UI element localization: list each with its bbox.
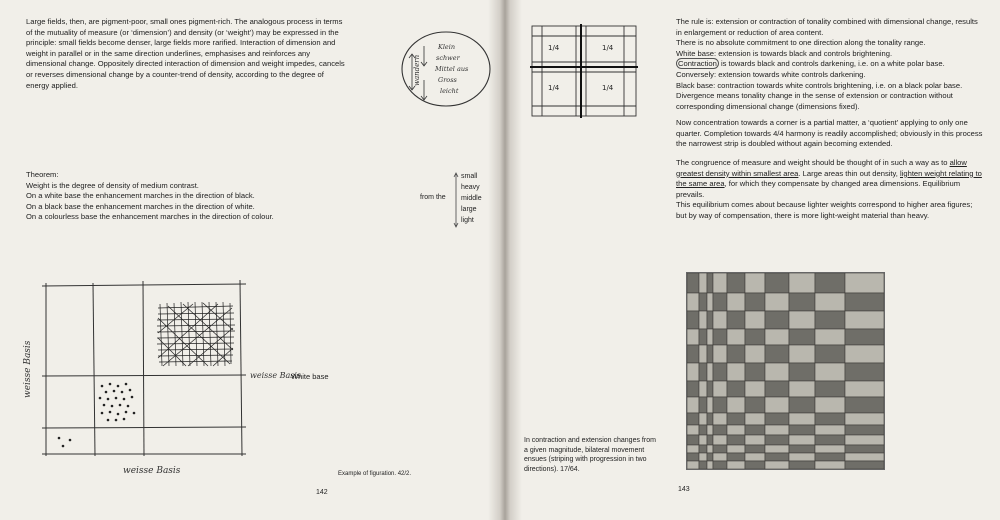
sketch-line-4: Gross: [438, 76, 457, 84]
rule-line: There is no absolute commitment to one direction along the tonality range.: [676, 38, 926, 48]
plate-grid: [687, 273, 884, 469]
plate-cell: [789, 273, 815, 293]
plate-cell: [845, 445, 884, 453]
plate-cell: [713, 345, 727, 363]
plate-cell: [687, 381, 699, 397]
plate-cell: [815, 425, 845, 435]
plate-cell: [789, 435, 815, 445]
plate-cell: [687, 445, 699, 453]
plate-cell: [687, 311, 699, 329]
concentration-paragraph: Now concentration towards a corner is a partial matter, a ‘quotient’ applying to only one quarter. Completion towards 4/4 harmony is readily accomplished; obviously in this process the narrowest strip is doubled without again becoming extended.: [676, 118, 983, 149]
plate-cell: [745, 381, 765, 397]
grid-label-bottom-right: 1/4: [602, 84, 614, 92]
plate-cell: [815, 445, 845, 453]
white-base-label: White base: [291, 372, 329, 381]
plate-cell: [845, 345, 884, 363]
scale-list: [461, 171, 482, 226]
plate-cell: [815, 381, 845, 397]
rule-line: The rule is: extension or contraction of tonality combined with dimensional change, results in enlargement or reduction of area content.: [676, 17, 978, 37]
plate-cell: [699, 413, 707, 425]
plate-cell: [699, 293, 707, 311]
plate-cell: [745, 311, 765, 329]
plate-cell: [789, 381, 815, 397]
plate-cell: [845, 381, 884, 397]
plate-cell: [845, 311, 884, 329]
plate-cell: [745, 273, 765, 293]
plate-cell: [713, 453, 727, 461]
plate-cell: [745, 397, 765, 413]
plate-cell: [707, 293, 713, 311]
white-base-line: White base: extension is towards black and controls brightening.: [676, 48, 893, 58]
plate-cell: [745, 413, 765, 425]
plate-cell: [687, 425, 699, 435]
plate-cell: [815, 397, 845, 413]
intro-paragraph: Large fields, then, are pigment-poor, small ones pigment-rich. The analogous process in terms of the mutuality of measure (or ‘dimension’) and density (or ‘weight’) may be expressed in the principle: small fields become denser, large fields more rarified. Interaction of dimension and weight in parallel or in the same direction underlines, emphasises and reinforces any dimensional change. Oppositely directed interaction of dimension and weight impedes, cancels or reverses dimensional change by a counter-trend of density, according to the degree of energy applied.: [26, 17, 345, 90]
grid-label-top-left: 1/4: [548, 44, 560, 52]
plate-cell: [687, 293, 699, 311]
scale-item: middle: [461, 195, 482, 202]
plate-cell: [687, 435, 699, 445]
plate-cell: [699, 453, 707, 461]
plate-cell: [707, 363, 713, 381]
plate-cell: [727, 435, 745, 445]
rule-block: [676, 17, 984, 112]
plate-cell: [713, 461, 727, 469]
plate-cell: [765, 445, 789, 453]
plate-cell: [745, 435, 765, 445]
plate-cell: [707, 381, 713, 397]
plate-cell: [765, 381, 789, 397]
plate-cell: [789, 425, 815, 435]
plate-cell: [687, 397, 699, 413]
plate-cell: [713, 435, 727, 445]
scale-from-label: from the: [420, 194, 446, 201]
plate-cell: [713, 273, 727, 293]
plate-cell: [815, 453, 845, 461]
plate-cell: [713, 381, 727, 397]
plate-cell: [727, 363, 745, 381]
plate-cell: [699, 397, 707, 413]
plate-cell: [845, 293, 884, 311]
plate-cell: [699, 363, 707, 381]
plate-cell: [845, 363, 884, 381]
plate-cell: [845, 461, 884, 469]
plate-cell: [707, 273, 713, 293]
plate-cell: [765, 363, 789, 381]
plate-cell: [789, 445, 815, 453]
plate-cell: [815, 461, 845, 469]
handwriting-vertical: weisse Basis: [23, 340, 33, 398]
plate-cell: [845, 413, 884, 425]
plate-cell: [707, 461, 713, 469]
plate-cell: [687, 273, 699, 293]
plate-cell: [815, 311, 845, 329]
plate-cell: [687, 363, 699, 381]
plate-cell: [765, 425, 789, 435]
plate-cell: [727, 461, 745, 469]
dot-pattern: [58, 383, 136, 448]
plate-cell: [815, 413, 845, 425]
plate-cell: [845, 435, 884, 445]
plate-cell: [815, 435, 845, 445]
plate-cell: [815, 329, 845, 345]
plate-cell: [687, 345, 699, 363]
equilibrium-paragraph: This equilibrium comes about because lighter weights correspond to higher area figures; but by way of compensation, there is more light-weight material than heavy.: [676, 200, 973, 220]
theorem-line: Weight is the degree of density of medium contrast.: [26, 180, 199, 190]
plate-cell: [745, 425, 765, 435]
plate-cell: [765, 435, 789, 445]
plate-cell: [765, 293, 789, 311]
left-caption: Example of figuration. 42/2.: [338, 471, 412, 477]
plate-cell: [765, 413, 789, 425]
plate-cell: [845, 453, 884, 461]
scale-item: large: [461, 206, 477, 213]
plate-cell: [707, 345, 713, 363]
congruence-part: , for which they compensate by changed area dimensions. Equilibrium prevails.: [676, 179, 961, 199]
plate-cell: [745, 293, 765, 311]
scale-item: heavy: [461, 184, 480, 191]
theorem-line: On a black base the enhancement marches in the direction of white.: [26, 201, 255, 211]
sketch-line-2: schwer: [436, 54, 460, 62]
plate-cell: [745, 329, 765, 345]
plate-cell: [687, 329, 699, 345]
plate-cell: [699, 461, 707, 469]
plate-cell: [713, 413, 727, 425]
plate-cell: [727, 293, 745, 311]
plate-cell: [815, 363, 845, 381]
plate-cell: [727, 329, 745, 345]
plate-cell: [789, 413, 815, 425]
plate-cell: [707, 397, 713, 413]
plate-cell: [707, 311, 713, 329]
plate-cell: [707, 425, 713, 435]
plate-cell: [699, 329, 707, 345]
congruence-paragraph: [676, 158, 984, 200]
plate-cell: [765, 273, 789, 293]
sketch-line-1: Klein: [438, 43, 456, 51]
plate-cell: [727, 425, 745, 435]
plate-cell: [845, 329, 884, 345]
theorem-line: On a colourless base the enhancement marches in the direction of colour.: [26, 212, 274, 222]
plate-cell: [745, 363, 765, 381]
plate-cell: [727, 445, 745, 453]
plate-cell: [727, 273, 745, 293]
plate-cell: [699, 435, 707, 445]
plate-cell: [789, 397, 815, 413]
left-page-number: 142: [316, 489, 328, 496]
plate-cell: [699, 311, 707, 329]
plate-cell: [765, 329, 789, 345]
sketch-line-5: leicht: [440, 87, 459, 95]
plate-cell: [789, 453, 815, 461]
plate-cell: [713, 397, 727, 413]
theorem-line: On a white base the enhancement marches in the direction of black.: [26, 191, 255, 201]
congruence-part: The congruence of measure and weight should be thought of in such a way as to: [676, 158, 950, 167]
plate-cell: [687, 453, 699, 461]
plate-cell: [713, 363, 727, 381]
contraction-word: Contraction: [678, 59, 717, 69]
right-caption: In contraction and extension changes from a given magnitude, bilateral movement ensues (striping with progression in two directions). 17/64.: [524, 437, 656, 473]
sketch-vertical-word: wandern: [413, 54, 421, 86]
contraction-rest: is towards black and controls darkening, i.e. on a white polar base.: [718, 59, 945, 69]
plate-cell: [727, 345, 745, 363]
plate-cell: [815, 345, 845, 363]
plate-cell: [699, 273, 707, 293]
plate-cell: [815, 273, 845, 293]
plate-cell: [699, 381, 707, 397]
plate-cell: [789, 329, 815, 345]
plate-cell: [765, 461, 789, 469]
divergence-line: Divergence means tonality change in the sense of extension or contraction without corresponding dimensional change (dimensions fixed).: [676, 91, 953, 111]
plate-cell: [727, 413, 745, 425]
plate-cell: [789, 345, 815, 363]
plate-cell: [699, 445, 707, 453]
plate-cell: [713, 445, 727, 453]
plate-cell: [707, 445, 713, 453]
plate-cell: [727, 381, 745, 397]
quarters-grid: [528, 22, 640, 120]
sketch-line-3: Mittel aus: [435, 65, 469, 73]
plate-cell: [745, 345, 765, 363]
plate-cell: [727, 311, 745, 329]
plate-cell: [727, 397, 745, 413]
plate-cell: [727, 453, 745, 461]
circle-sketch: [398, 28, 494, 110]
plate-cell: [713, 311, 727, 329]
plate-cell: [765, 345, 789, 363]
plate-cell: [789, 363, 815, 381]
theorem-block: [26, 170, 326, 223]
plate-cell: [699, 425, 707, 435]
black-base-line: Black base: contraction towards white controls brightening, i.e. on a black polar base.: [676, 80, 963, 90]
scale-item: small: [461, 173, 478, 180]
plate-cell: [745, 453, 765, 461]
plate-cell: [707, 453, 713, 461]
right-page-number: 143: [678, 486, 690, 493]
crosshatch-pattern: [157, 302, 235, 366]
plate-cell: [687, 461, 699, 469]
handwriting-bottom: weisse Basis: [123, 466, 181, 476]
contraction-line: [676, 59, 984, 70]
plate-cell: [707, 435, 713, 445]
plate-cell: [707, 413, 713, 425]
plate-cell: [745, 461, 765, 469]
plate-cell: [815, 293, 845, 311]
plate-cell: [707, 329, 713, 345]
plate-cell: [713, 329, 727, 345]
plate-cell: [713, 293, 727, 311]
plate-cell: [845, 273, 884, 293]
conversely-line: Conversely: extension towards white controls darkening.: [676, 69, 866, 79]
plate-cell: [699, 345, 707, 363]
plate-cell: [713, 425, 727, 435]
congruence-underlined: allow greatest density within smallest area: [676, 158, 967, 178]
plate-cell: [745, 445, 765, 453]
congruence-underlined: lighten weight relating to the same area: [676, 168, 982, 189]
plate-cell: [845, 397, 884, 413]
plate-cell: [765, 397, 789, 413]
handwriting-right: weisse Basis: [250, 371, 302, 380]
congruence-part: . Large areas thin out density,: [798, 168, 900, 178]
grid-label-top-right: 1/4: [602, 44, 614, 52]
congruence-block: [676, 158, 984, 222]
plate-cell: [789, 293, 815, 311]
plate-cell: [789, 461, 815, 469]
book-gutter: [488, 0, 522, 520]
striped-plate: [686, 272, 885, 470]
grid-label-bottom-left: 1/4: [548, 84, 560, 92]
plate-cell: [845, 425, 884, 435]
scale-item: light: [461, 217, 474, 224]
plate-cell: [765, 453, 789, 461]
right-page: [500, 0, 1000, 520]
plate-cell: [765, 311, 789, 329]
scale-bracket: [452, 170, 460, 230]
plate-cell: [687, 413, 699, 425]
plate-cell: [789, 311, 815, 329]
theorem-title: Theorem:: [26, 170, 59, 179]
